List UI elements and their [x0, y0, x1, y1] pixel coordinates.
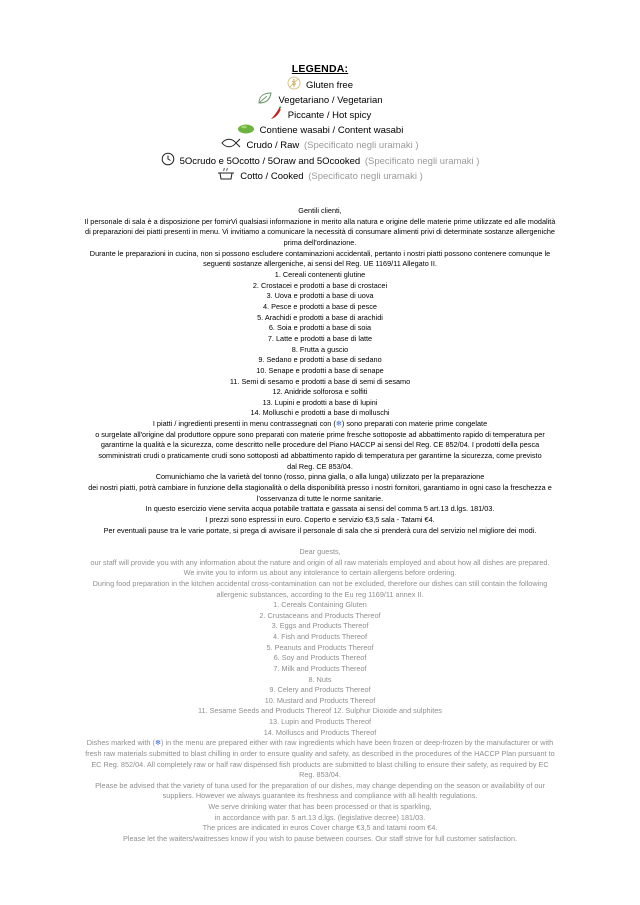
allergen-item: 14. Molluscs and Products Thereof	[263, 727, 377, 737]
allergen-item: 7. Milk and Products Thereof	[273, 663, 367, 673]
legend-label: Cotto / Cooked	[240, 171, 304, 183]
paragraph-line: dal Reg. CE 853/04.	[287, 461, 353, 471]
clock-icon	[161, 152, 175, 171]
paragraph-line: prima dell'ordinazione.	[283, 237, 357, 247]
paragraph-line: seguenti sostanze allergeniche, ai sensi del Reg. UE 1169/11 Allegato II.	[203, 259, 437, 269]
allergen-item: 7. Latte e prodotti a base di latte	[267, 333, 373, 343]
paragraph-line: Comunichiamo che la varietà del tonno (rosso, pinna gialla, o alla lunga) utilizzato per la preparazione	[155, 472, 485, 482]
allergen-item: 4. Pesce e prodotti a base di pesce	[263, 301, 377, 311]
allergen-item: 5. Arachidi e prodotti a base di arachidi	[257, 312, 383, 322]
allergen-item: 2. Crostacei e prodotti a base di crostacei	[252, 280, 388, 290]
allergen-item: 1. Cereali contenenti glutine	[274, 269, 366, 279]
legend-note: (Specificato negli uramaki )	[364, 156, 480, 168]
paragraph-line: allergenic substances, according to the Eu reg 1169/11 annex II.	[216, 589, 424, 599]
greeting: Dear guests,	[299, 547, 341, 556]
paragraph-line: In questo esercizio viene servita acqua potabile trattata e gassata ai sensi del comma 5 art.13 d.lgs. 181/03.	[145, 504, 495, 514]
paragraph-line: our staff will provide you with any information about the nature and origin of all raw materials employed and about how all dishes are prepared.	[90, 557, 550, 567]
paragraph-line: During food preparation in the kitchen accidental cross-contamination can not be excluded, therefore our dishes can still contain the following	[92, 578, 548, 588]
allergen-item: 9. Celery and Products Thereof	[269, 685, 371, 695]
allergen-item: 8. Frutta a guscio	[291, 344, 349, 354]
allergen-item: 13. Lupin and Products Thereof	[268, 717, 372, 726]
snowflake-icon: ❄	[154, 738, 162, 748]
allergen-item: 6. Soia e prodotti a base di soia	[268, 323, 372, 333]
snowflake-icon: ❄	[335, 419, 342, 429]
legend-label: Contiene wasabi / Content wasabi	[259, 124, 404, 136]
legend-label: Piccante / Hot spicy	[287, 110, 372, 122]
legend-label: Vegetariano / Vegetarian	[278, 95, 383, 107]
paragraph-line: I prezzi sono espressi in euro. Coperto e servizio €3,5 sala - Tatami €4.	[205, 515, 435, 525]
allergen-item: 11. Sesame Seeds and Products Thereof 12. Sulphur Dioxide and sulphites	[198, 706, 442, 716]
paragraph-line: Durante le preparazioni in cucina, non si possono escludere contaminazioni accidentali, pertanto i nostri piatti possono contenere comunque le	[89, 248, 551, 258]
legend-item-gluten-free	[0, 76, 640, 91]
paragraph-line: dei nostri piatti, potrà cambiare in funzione della stagionalità o della disponibilità presso i nostri fornitori, garantiamo in ogni caso la freschezza e	[88, 483, 552, 493]
paragraph-line: We serve drinking water that has been processed or that is sparkling,	[208, 802, 432, 811]
paragraph-line: l'osservanza di tutte le norme sanitarie.	[256, 493, 384, 503]
legend-item-vegetarian	[0, 91, 640, 106]
legend-item-cooked	[0, 167, 640, 182]
legend-title: LEGENDA:	[291, 63, 349, 75]
allergen-item: 10. Mustard and Products Thereof	[264, 695, 376, 705]
paragraph-line: Reg. 853/04.	[299, 770, 341, 780]
text-segment: ) sono preparati con materie prime congelate	[341, 419, 488, 429]
legend-note: (Specificato negli uramaki )	[308, 171, 423, 183]
allergen-item: 9. Sedano e prodotti a base di sedano	[258, 355, 382, 365]
paragraph-line: Please be advised that the variety of tuna used for the preparation of our dishes, may change depending on the season or availability of our	[95, 780, 545, 790]
paragraph-line: fresh raw materials submitted to blast chilling in order to ensure quality and safety, as described in the procedures of the HACCP Plan pursuant to	[85, 748, 555, 758]
paragraph-line: We invite you to inform us about any intolerance to certain allergens before ordering.	[183, 568, 457, 578]
paragraph-line	[52, 738, 588, 749]
paragraph-line: garantirne la qualità e la sicurezza, come descritto nelle procedure del Piano HACCP ai sensi del Reg. CE 852/04. I prodotti della pesca	[100, 440, 540, 450]
paragraph-line: The prices are indicated in euros Cover charge €3,5 and tatami room €4.	[202, 823, 438, 833]
legend-label: 5Ocrudo e 5Ocotto / 5Oraw and 5Ocooked	[179, 156, 361, 168]
legend-section	[0, 62, 640, 182]
legend-item-half-raw	[0, 152, 640, 167]
paragraph-line: somministrati crudi o praticamente crudi sono sottoposti ad abbattimento rapido di temperatura per garantirne la sicurezza, come previsto	[98, 451, 542, 461]
legend-label: Crudo / Raw	[246, 139, 300, 151]
paragraph-line	[52, 419, 588, 430]
text-segment: Dishes marked with (	[86, 738, 155, 748]
legend-item-wasabi	[0, 122, 640, 137]
text-segment: I piatti / ingredienti presenti in menu contrassegnati con (	[152, 419, 336, 429]
allergen-item: 13. Lupini e prodotti a base di lupini	[262, 397, 378, 407]
allergen-item: 11. Semi di sesamo e prodotti a base di semi di sesamo	[229, 376, 411, 386]
paragraph-line: Per eventuali pause tra le varie portate, si prega di avvisare il personale di sala che si prenderà cura del servizio nel migliore dei modi.	[103, 525, 537, 535]
paragraph-line: in accordance with par. 5 art.13 d.lgs. (legislative decree) 181/03.	[214, 812, 426, 822]
allergen-item: 4. Fish and Products Thereof	[273, 632, 367, 641]
text-segment: ) in the menu are prepared either with raw ingredients which have been frozen or deep-frozen by the manufacturer or with	[161, 738, 554, 748]
paragraph-line: o surgelate all'origine dal produttore oppure sono preparati con materie prime fresche sottoposte ad abbattimento rapido di temperatura per	[95, 429, 545, 439]
allergen-item: 8. Nuts	[308, 674, 332, 684]
allergen-item: 3. Uova e prodotti a base di uova	[266, 291, 374, 301]
greeting: Gentili clienti,	[298, 206, 342, 215]
legend-note: (Specificato negli uramaki )	[303, 139, 419, 151]
allergen-item: 12. Anidride solforosa e solfiti	[272, 387, 368, 397]
allergen-item: 14. Molluschi e prodotti a base di molluschi	[250, 408, 390, 418]
allergen-item: 5. Peanuts and Products Thereof	[266, 642, 374, 652]
allergen-item: 6. Soy and Products Thereof	[273, 653, 367, 663]
paragraph-line: Il personale di sala è a disposizione per fornirVi qualsiasi informazione in merito alla natura e origine delle materie prime utilizzate ed alle modalità	[84, 216, 556, 226]
paragraph-line: di preparazioni dei piatti presenti in menu. Vi invitiamo a comunicare la necessità di consumare alimenti privi di determinate sostanze allergeniche	[85, 227, 555, 237]
paragraph-line: EC Reg. 852/04. All completely raw or half raw dispensed fish products are submitted to blast chilling to ensure their safety, as required by EC	[91, 759, 549, 769]
paragraph-line: suppliers. However we always guarantee its freshness and compliance with all health regulations.	[162, 791, 478, 801]
allergen-item: 10. Senape e prodotti a base di senape	[256, 365, 384, 375]
english-allergen-notice	[52, 547, 588, 845]
paragraph-line: Please let the waiters/waitresses know if you wish to pause between courses. Our staff strive for full customer satisfaction.	[122, 833, 518, 843]
cooking-pot-icon	[217, 167, 235, 186]
allergen-item: 2. Crustaceans and Products Thereof	[259, 610, 381, 620]
legend-label: Gluten free	[306, 80, 353, 92]
allergen-item: 3. Eggs and Products Thereof	[271, 621, 369, 631]
legend-item-spicy	[0, 106, 640, 121]
legend-item-raw	[0, 137, 640, 152]
italian-allergen-notice	[52, 206, 588, 536]
allergen-item: 1. Cereals Containing Gluten	[273, 600, 367, 610]
